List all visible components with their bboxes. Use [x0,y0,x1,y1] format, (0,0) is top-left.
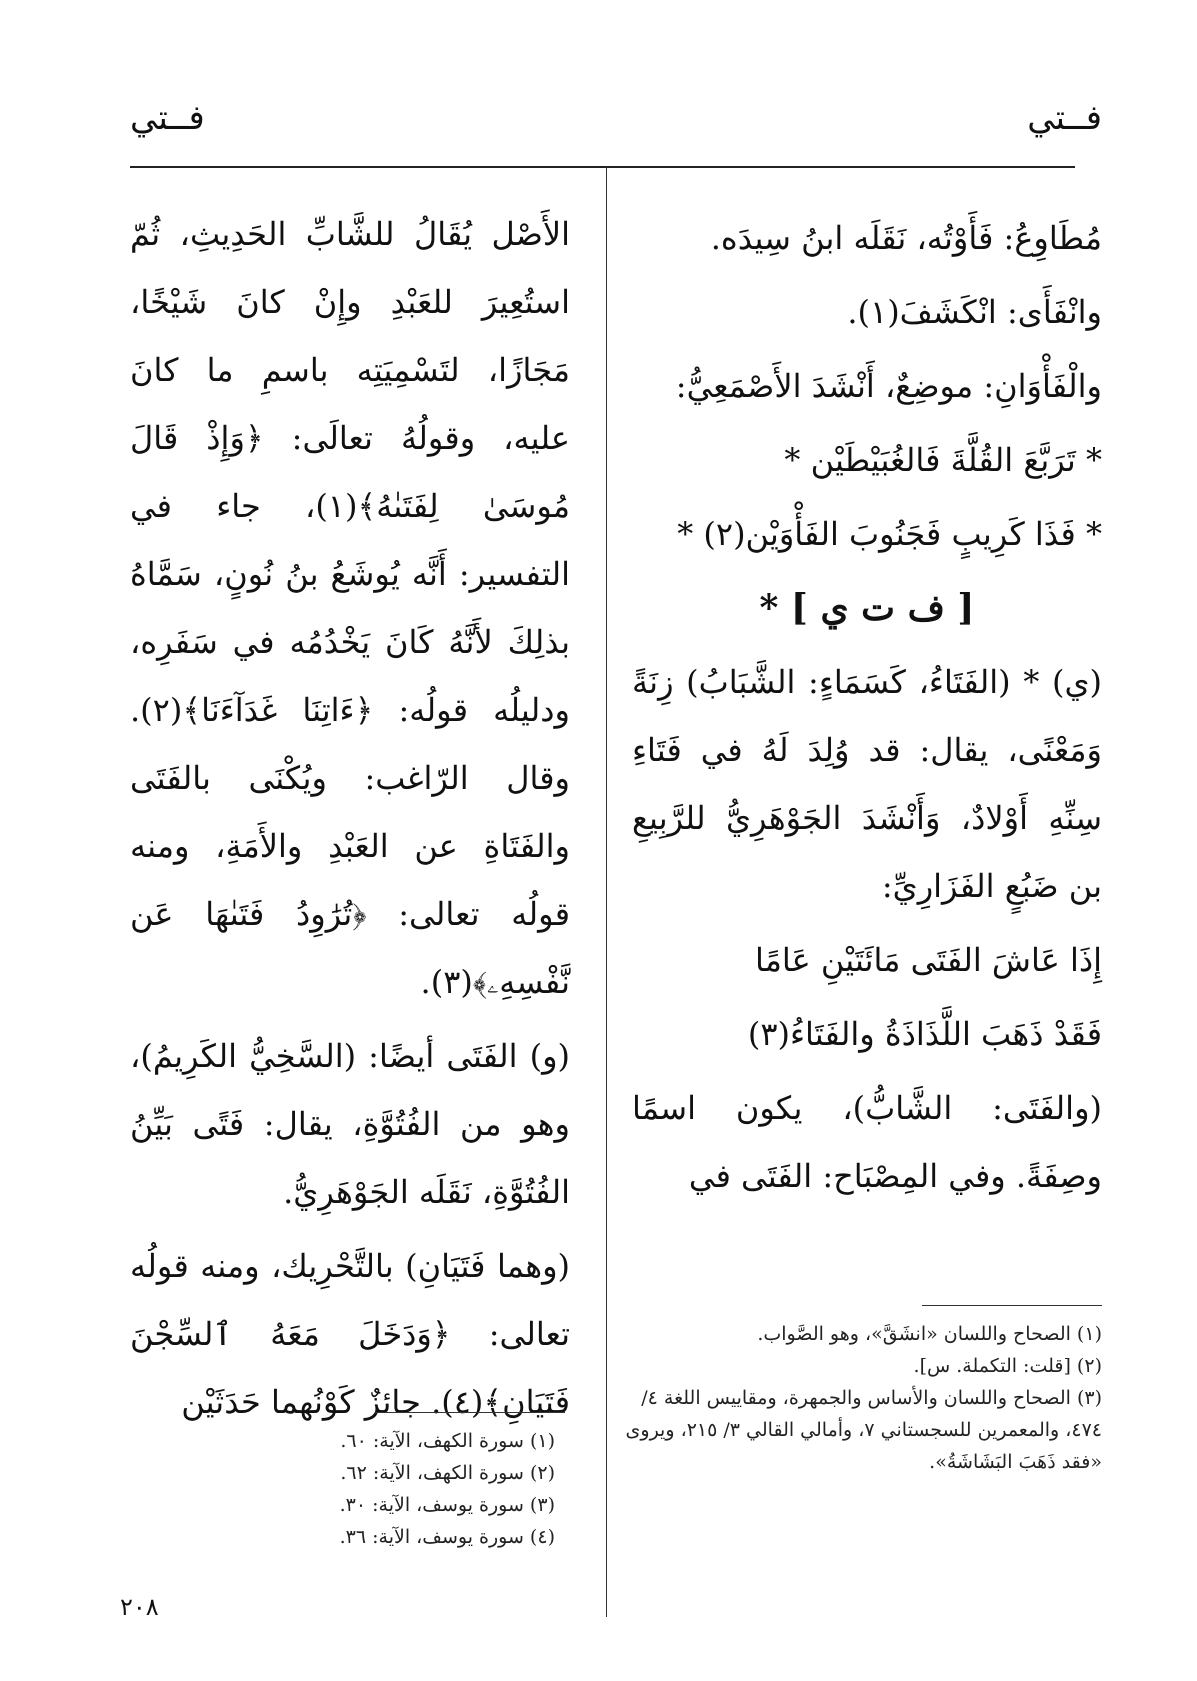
footnote: (٣) سورة يوسف، الآية: ٣٠. [339,1494,555,1516]
footnote: (٢) سورة الكهف، الآية: ٦٢. [340,1462,555,1484]
paragraph: (ي) * (الفَتَاءُ، كَسَمَاءٍ: الشَّبَابُ) زِنَةً وَمَعْنًى، يقال: قد وُلِدَ لَهُ في فَتَاءِ سِنِّهِ أَوْلادٌ، وَأَنْشَدَ الجَوْهَرِيُّ للرَّبِيعِ بن ضَبُعٍ الفَزَارِيِّ: [632,663,1102,905]
paragraph: (والفَتَى: الشَّابُّ)، يكون اسمًا وصِفَةً. وفي المِصْبَاح: الفَتَى في [632,1089,1102,1195]
footnote: (١) الصحاح واللسان «انشَقَّ»، وهو الصَّواب. [757,1323,1102,1345]
footnote-separator [375,1412,565,1413]
paragraph: الأَصْل يُقَالُ للشَّابِّ الحَدِيثِ، ثُمّ استُعِيرَ للعَبْدِ وإِنْ كانَ شَيْخًا، مَجَازًا، لتَسْمِيَتِه باسمِ ما كانَ عليه، وقولُهُ تعالَى: ﴿وَإِذْ قَالَ مُوسَىٰ لِفَتَىٰهُ﴾(١)، جاء في التفسير: أَنَّه يُوشَعُ بنُ نُونٍ، سَمَّاهُ بذلِكَ لأَنَّهُ كَانَ يَخْدُمُه في سَفَرِه، ودليلُه قولُه: ﴿ءَاتِنَا غَدَآءَنَا﴾(٢). وقال الرّاغب: ويُكْنَى بالفَتَى والفَتَاةِ عن العَبْدِ والأَمَةِ، ومنه قولُه تعالى: ﴿تُرَٰوِدُ فَتَىٰهَا عَن نَّفْسِهِۦ﴾(٣). [130,215,570,1001]
column-divider [606,166,607,1617]
footnote: (١) سورة الكهف، الآية: ٦٠. [340,1430,555,1452]
paragraph: (و) الفَتَى أيضًا: (السَّخِيُّ الكَرِيمُ)، وهو من الفُتُوَّةِ، يقال: فَتًى بَيِّنُ الفُتُوَّةِ، نَقَلَه الجَوْهَرِيُّ. [130,1037,570,1211]
footnotes-right [622,1318,1102,1478]
paragraph: (وهما فَتَيَانِ) بالتَّحْرِيك، ومنه قولُه تعالى: ﴿وَدَخَلَ مَعَهُ ٱلسِّجْنَ فَتَيَانِ﴾(٤). جائزٌ كَوْنُهما حَدَثَيْن [130,1247,570,1421]
entry-heading: [ ف ت ي ] * [759,587,975,629]
footnote-separator [922,1305,1102,1306]
verse-line: * تَرَبَّعَ القُلَّةَ فَالغُبَيْطَيْن * [784,441,1102,479]
paragraph: والْفَأْوَانِ: موضِعٌ، أَنْشَدَ الأَصْمَعِيُّ: [675,367,1102,405]
right-column [632,204,1102,1216]
left-column [130,200,570,1442]
paragraph: وانْفَأَى: انْكَشَفَ(١). [847,293,1102,331]
footnotes-left [255,1425,555,1553]
footnote: (٤) سورة يوسف، الآية: ٣٦. [339,1526,555,1548]
verse-line: * فَذَا كَرِيبٍ فَجَنُوبَ الفَأْوَيْن(٢) * [677,515,1102,553]
paragraph: مُطَاوِعُ: فَأَوْتُه، نَقَلَه ابنُ سِيدَه. [710,219,1102,257]
running-header-left: فــتي [130,98,205,138]
verse-line: إِذَا عَاشَ الفَتَى مَائَتَيْنِ عَامًا [755,941,1102,979]
page-number: ٢٠٨ [120,1593,159,1621]
footnote: (٣) الصحاح واللسان والأساس والجمهرة، ومقاييس اللغة ٤/ ٤٧٤، والمعمرين للسجستاني ٧، وأمالي القالي ٣/ ٢١٥، ويروى «فقد ذَهَبَ البَشَاشَةُ». [625,1387,1102,1473]
verse-line: فَقَدْ ذَهَبَ اللَّذَاذَةُ والفَتَاءُ(٣) [747,1015,1102,1053]
header-rule [130,166,1075,168]
running-header-right: فــتي [1027,98,1102,138]
footnote: (٢) [قلت: التكملة. س]. [913,1355,1102,1377]
